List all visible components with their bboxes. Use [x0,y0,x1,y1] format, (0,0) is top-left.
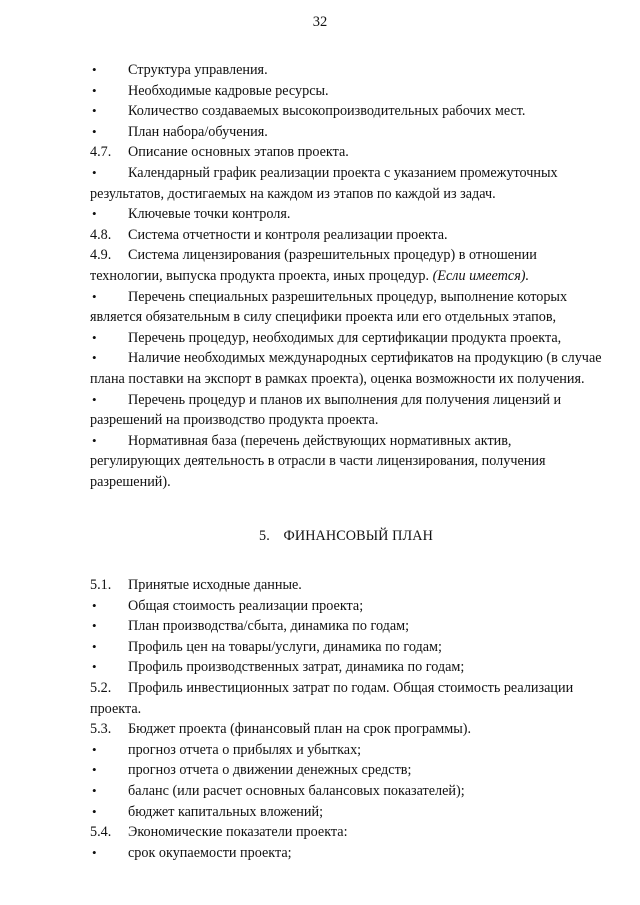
numbered-item [90,719,602,740]
item-text: Профиль инвестиционных затрат по годам. Общая стоимость реализации проекта. [90,680,574,717]
bullet-item [90,616,602,637]
bullet-marker: • [92,103,97,119]
item-text: прогноз отчета о движении денежных средств; [128,762,412,779]
item-text: Общая стоимость реализации проекта; [128,597,364,614]
item-number: 5.2. [90,680,112,697]
bullet-marker: • [92,762,97,778]
bullet-item [90,802,602,823]
bullet-marker: • [92,391,97,407]
item-text: Принятые исходные данные. [128,577,302,594]
bullet-item [90,163,602,204]
section-number: 5. [259,528,270,545]
item-text: Перечень специальных разрешительных процедур, выполнение которых является обязательным в силу специфики проекта или его отдельных этапов, [90,288,568,326]
bullet-marker: • [92,803,97,819]
item-text: прогноз отчета о прибылях и убытках; [128,741,362,758]
item-text: Календарный график реализации проекта с указанием промежуточных результатов, достигаемых на каждом из этапов по каждой из задач. [90,164,558,202]
section-heading [90,526,602,547]
item-text: Необходимые кадровые ресурсы. [128,82,329,99]
page-number: 32 [312,14,328,30]
numbered-item [90,575,602,596]
bullet-item [90,740,602,761]
item-number: 4.7. [90,144,112,161]
bullet-item [90,60,602,81]
item-text: срок окупаемости проекта; [128,844,292,861]
item-text: Бюджет проекта (финансовый план на срок программы). [128,721,472,738]
bullet-marker: • [92,741,97,757]
bullet-marker: • [92,659,97,675]
item-text: Описание основных этапов проекта. [128,144,349,161]
bullet-item [90,657,602,678]
bullet-marker: • [92,123,97,139]
bullet-item [90,101,602,122]
bullet-marker: • [92,432,97,448]
item-text: Перечень процедур и планов их выполнения для получения лицензий и разрешений на производство продукта проекта. [90,391,562,429]
item-text: бюджет капитальных вложений; [128,803,324,820]
bullet-marker: • [92,82,97,98]
item-text: баланс (или расчет основных балансовых показателей); [128,783,465,799]
bullet-item [90,596,602,617]
item-text: Ключевые точки контроля. [128,206,291,223]
bullet-marker: • [92,206,97,222]
bullet-item [90,637,602,658]
numbered-item [90,678,602,719]
item-text: Количество создаваемых высокопроизводительных рабочих мест. [128,103,526,120]
numbered-item [90,142,602,163]
item-number: 4.9. [90,247,112,264]
item-number: 5.1. [90,577,112,594]
italic-note: (Если имеется). [432,267,530,284]
bullet-marker: • [92,164,97,180]
bullet-marker: • [92,350,97,366]
bullet-item [90,81,602,102]
item-text: Профиль производственных затрат, динамика по годам; [128,659,465,676]
bullet-item [90,843,602,864]
bullet-marker: • [92,638,97,654]
item-text: Профиль цен на товары/услуги, динамика по годам; [128,638,442,655]
bullet-marker: • [92,783,97,798]
bullet-item [90,348,602,389]
item-text: Нормативная база (перечень действующих нормативных актив, регулирующих деятельность в отрасли в части лицензирования, получения разрешений). [90,432,546,490]
bullet-marker: • [92,844,97,860]
bullet-marker: • [92,62,97,77]
bullet-marker: • [92,288,97,304]
bullet-marker: • [92,329,97,345]
item-number: 4.8. [90,226,112,243]
bullet-item [90,390,602,431]
bullet-marker: • [92,618,97,634]
item-text: Перечень процедур, необходимых для сертификации продукта проекта, [128,329,562,346]
section-title: ФИНАНСОВЫЙ ПЛАН [283,528,433,545]
document-body [90,60,602,863]
item-text: Структура управления. [128,62,268,78]
bullet-item [90,204,602,225]
section-5-list [90,575,602,863]
bullet-item [90,760,602,781]
bullet-item [90,431,602,493]
item-number: 5.3. [90,721,112,738]
bullet-marker: • [92,597,97,613]
bullet-item [90,122,602,143]
bullet-item [90,781,602,802]
item-text: План набора/обучения. [128,123,268,140]
bullet-item [90,328,602,349]
item-number: 5.4. [90,824,112,841]
numbered-item [90,225,602,246]
item-text: Наличие необходимых международных сертификатов на продукцию (в случае плана поставки на экспорт в рамках проекта), оценка возможности их получения. [90,350,602,387]
item-text: Система лицензирования (разрешительных процедур) в отношении технологии, выпуска продукта проекта, иных процедур. [90,247,537,284]
section-4-list [90,60,602,492]
bullet-item [90,287,602,328]
item-text: Экономические показатели проекта: [128,824,348,841]
item-text: План производства/сбыта, динамика по годам; [128,618,410,635]
numbered-item [90,245,602,286]
numbered-item [90,822,602,843]
item-text: Система отчетности и контроля реализации проекта. [128,226,448,243]
